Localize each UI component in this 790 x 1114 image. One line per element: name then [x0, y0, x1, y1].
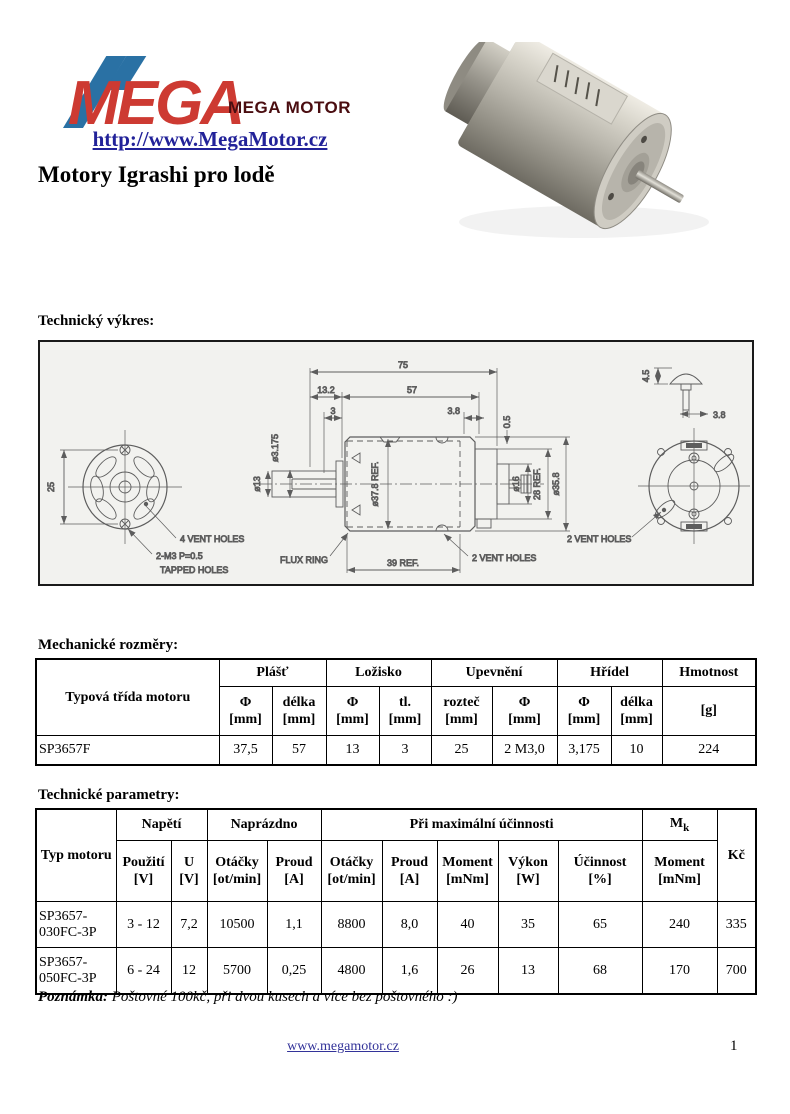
dim-label-28ref: 28 REF. [532, 467, 542, 501]
label-2m3: 2-M3 P=0.5 [156, 551, 203, 561]
note [38, 989, 457, 1006]
mega-logo [52, 48, 402, 136]
dim-label-13-2: 13.2 [317, 385, 335, 395]
technical-drawing [40, 342, 752, 584]
label-2-vent-holes-rear: 2 VENT HOLES [567, 534, 632, 544]
footer [0, 1039, 686, 1055]
params-table [35, 808, 757, 995]
page-title: Motory Igrashi pro lodě [38, 162, 275, 187]
params-sub-header: Výkon [W] [498, 841, 558, 902]
motor-photo [424, 42, 746, 254]
params-motor-type: SP3657-030FC-3P [36, 902, 116, 948]
mech-sub-header: rozteč [mm] [431, 687, 492, 736]
dim-label-3-8-rear: 3.8 [713, 410, 726, 420]
dim-label-dia13: ø13 [252, 476, 262, 492]
params-motor-type: SP3657-050FC-3P [36, 948, 116, 995]
params-sub-header: Otáčky [ot/min] [321, 841, 382, 902]
params-value: 1,1 [267, 902, 321, 948]
params-sub-header: Proud [A] [382, 841, 437, 902]
params-value: 700 [717, 948, 756, 995]
params-corner-header: Typ motoru [36, 809, 116, 902]
homepage-link[interactable]: http://www.MegaMotor.cz [92, 127, 328, 151]
mech-group-hridel: Hřídel [557, 659, 662, 687]
label-tapped-holes: TAPPED HOLES [160, 565, 229, 575]
mech-sub-header: délka [mm] [611, 687, 662, 736]
params-value: 13 [498, 948, 558, 995]
dim-label-dia16: ø16 [511, 476, 521, 492]
params-group-naprazdno: Naprázdno [207, 809, 321, 841]
mech-corner-header: Typová třída motoru [36, 659, 219, 736]
mech-value: 37,5 [219, 736, 272, 766]
mech-value: 3 [379, 736, 431, 766]
params-value: 12 [171, 948, 207, 995]
params-value: 1,6 [382, 948, 437, 995]
params-value: 6 - 24 [116, 948, 171, 995]
params-value: 170 [642, 948, 717, 995]
note-text: Poštovné 100kč, při dvou kusech a více bez poštovného :) [108, 989, 458, 1005]
dim-label-25: 25 [46, 481, 56, 493]
params-value: 35 [498, 902, 558, 948]
params-value: 240 [642, 902, 717, 948]
params-col-kc: Kč [717, 809, 756, 902]
dim-label-57: 57 [406, 385, 418, 395]
params-data-row [36, 948, 756, 995]
params-sub-header: Účinnost [%] [558, 841, 642, 902]
params-sub-header: Použití [V] [116, 841, 171, 902]
params-heading: Technické parametry: [38, 787, 180, 803]
technical-drawing-box [38, 340, 754, 586]
mech-value: 2 M3,0 [492, 736, 557, 766]
mech-group-plast: Plášť [219, 659, 326, 687]
note-label: Poznámka: [38, 989, 109, 1005]
front-view [46, 430, 244, 575]
mech-value: 224 [662, 736, 756, 766]
params-value: 68 [558, 948, 642, 995]
mech-value: 57 [272, 736, 326, 766]
params-value: 65 [558, 902, 642, 948]
mech-sub-header: tl. [mm] [379, 687, 431, 736]
params-sub-header: Proud [A] [267, 841, 321, 902]
label-39ref: 39 REF. [386, 558, 420, 568]
side-view [252, 360, 570, 573]
params-value: 8,0 [382, 902, 437, 948]
mech-sub-header: Φ [mm] [219, 687, 272, 736]
mech-group-upevneni: Upevnění [431, 659, 557, 687]
dim-label-3-8: 3.8 [447, 406, 460, 416]
label-4-vent-holes: 4 VENT HOLES [180, 534, 245, 544]
params-value: 7,2 [171, 902, 207, 948]
mech-motor-class: SP3657F [36, 736, 219, 766]
params-value: 335 [717, 902, 756, 948]
params-group-mk: $M_k$ [642, 809, 717, 841]
logo-mega-text: MEGA [68, 69, 242, 136]
params-value: 4800 [321, 948, 382, 995]
mech-value: 3,175 [557, 736, 611, 766]
mech-sub-header: délka [mm] [272, 687, 326, 736]
params-value: 5700 [207, 948, 267, 995]
params-value: 10500 [207, 902, 267, 948]
params-sub-header: U [V] [171, 841, 207, 902]
mech-unit-g: [g] [662, 687, 756, 736]
dim-label-75: 75 [397, 360, 409, 370]
rear-view [567, 368, 750, 544]
params-value: 8800 [321, 902, 382, 948]
mech-value: 13 [326, 736, 379, 766]
label-flux-ring: FLUX RING [280, 555, 329, 565]
footer-link[interactable]: www.megamotor.cz [287, 1039, 399, 1054]
dim-label-0-5: 0.5 [502, 415, 512, 429]
params-sub-header: Otáčky [ot/min] [207, 841, 267, 902]
params-group-napeti: Napětí [116, 809, 207, 841]
mech-value: 25 [431, 736, 492, 766]
mech-sub-header: Φ [mm] [326, 687, 379, 736]
mech-value: 10 [611, 736, 662, 766]
dim-label-dia3175: ø3.175 [270, 433, 280, 463]
params-value: 0,25 [267, 948, 321, 995]
mech-data-row [36, 736, 756, 766]
params-sub-header: Moment [mNm] [642, 841, 717, 902]
mech-sub-header: Φ [mm] [557, 687, 611, 736]
label-2-vent-holes-side: 2 VENT HOLES [472, 553, 537, 563]
dim-label-4-5: 4.5 [641, 369, 651, 383]
params-value: 26 [437, 948, 498, 995]
params-group-max-ucinnost: Při maximální účinnosti [321, 809, 642, 841]
mega-logo-graphic [52, 48, 402, 136]
page-number: 1 [730, 1038, 738, 1054]
drawing-heading: Technický výkres: [38, 313, 155, 329]
dim-label-dia378: ø37.8 REF. [370, 461, 380, 507]
dim-label-dia358: ø35.8 [551, 472, 561, 496]
mech-sub-header: Φ [mm] [492, 687, 557, 736]
mech-heading: Mechanické rozměry: [38, 637, 179, 653]
homepage-url [60, 127, 360, 152]
logo-subtext: MEGA MOTOR [228, 98, 352, 117]
params-value: 3 - 12 [116, 902, 171, 948]
mech-group-hmotnost: Hmotnost [662, 659, 756, 687]
mech-group-lozisko: Ložisko [326, 659, 431, 687]
params-sub-header: Moment [mNm] [437, 841, 498, 902]
params-data-row [36, 902, 756, 948]
mech-table [35, 658, 757, 766]
dim-label-3: 3 [330, 406, 336, 416]
params-value: 40 [437, 902, 498, 948]
